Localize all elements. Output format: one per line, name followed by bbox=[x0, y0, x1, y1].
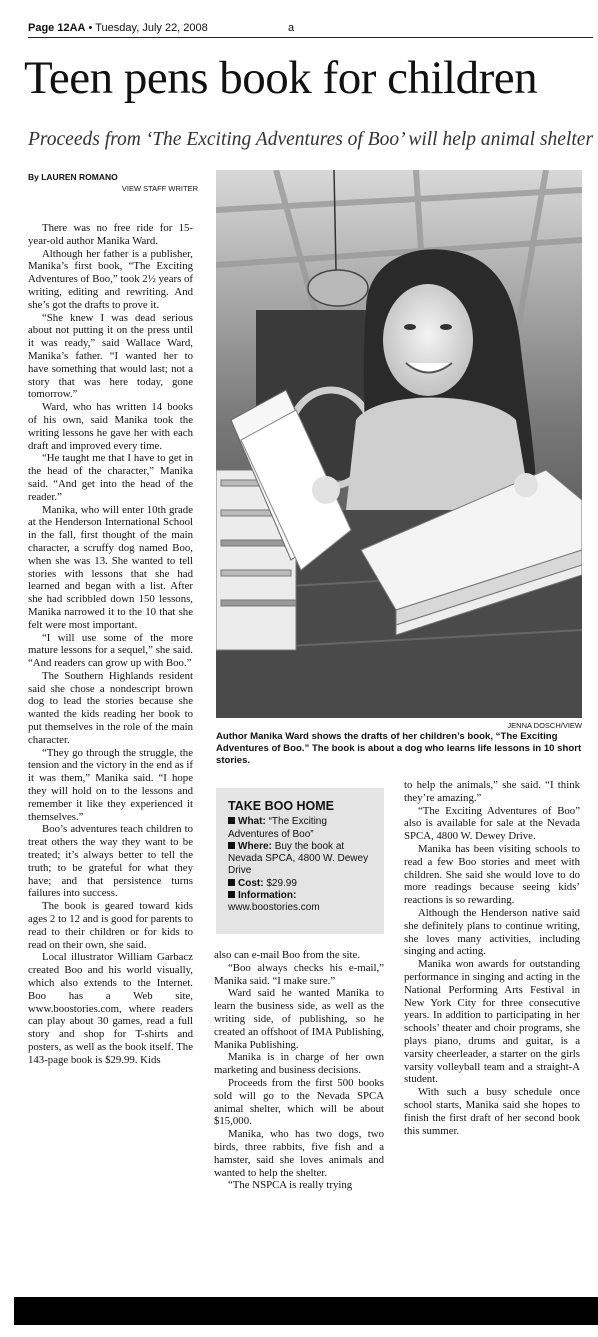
byline bbox=[28, 172, 198, 194]
article-column-3 bbox=[404, 779, 580, 1137]
paragraph: “The Exciting Adventures of Boo” also is available for sale at the Nevada SPCA, 4800 W. Dewey Drive. bbox=[404, 804, 580, 843]
bullet-square-icon bbox=[228, 879, 235, 886]
photo-credit: JENNA DOSCH/VIEW bbox=[507, 721, 582, 730]
paragraph: Manika, who will enter 10th grade at the Henderson International School in the fall, first thought of the main character, a scruffy dog named Boo, when she was 13. She wanted to tell stories with lessons that she had learned and began with a list. After she had scribbled down 150 lessons, Manika narrowed it to the 10 that she felt were most important. bbox=[28, 503, 193, 631]
infobox-item-cost: Cost: $29.99 bbox=[228, 878, 372, 890]
paragraph: Ward said he wanted Manika to learn the business side, as well as the writing side, of publishing, so he created an offshoot of IMA Publishing, Manika Publishing. bbox=[214, 987, 384, 1051]
paragraph: Manika, who has two dogs, two birds, three rabbits, five fish and a hamster, said she loves animals and wanted to help the shelter. bbox=[214, 1128, 384, 1179]
paragraph: “I will use some of the more mature lessons for a sequel,” she said. “And readers can grow up with Boo.” bbox=[28, 631, 193, 670]
paragraph: also can e-mail Boo from the site. bbox=[214, 949, 361, 961]
issue-date: Tuesday, July 22, 2008 bbox=[95, 22, 208, 34]
paragraph: Manika is in charge of her own marketing and business decisions. bbox=[214, 1051, 384, 1077]
article-photo bbox=[216, 170, 582, 718]
photo-illustration bbox=[216, 170, 582, 718]
photo-caption: Author Manika Ward shows the drafts of her children’s book, “The Exciting Adventures of Boo.” The book is about a dog who learns life lessons in 10 short stories. bbox=[216, 731, 582, 766]
page-number: Page 12AA bbox=[28, 22, 86, 34]
paragraph: Although her father is a publisher, Manika’s first book, “The Exciting Adventures of Boo,” took 2½ years of writing, editing and rewriting. And she’s got the drafts to prove it. bbox=[28, 247, 193, 311]
paragraph: Manika won awards for outstanding performance in singing and acting in the National Performing Arts Festival in New York City for three consecutive years. In addition to participating in her schools’ theater and choir programs, she plays piano, drums and guitar, is a varsity cheerleader, a starter on the girls varsity volleyball team and a straight-A student. bbox=[404, 958, 580, 1086]
infobox-item-what: What: “The Exciting Adventures of Boo” bbox=[228, 816, 327, 840]
paragraph: “He taught me that I have to get in the head of the character,” Manika said. “And get into the head of the reader.” bbox=[28, 452, 193, 503]
headline: Teen pens book for children bbox=[24, 52, 538, 104]
bottom-rule-bar bbox=[14, 1297, 598, 1325]
paragraph: There was no free ride for 15-year-old author Manika Ward. bbox=[28, 222, 193, 247]
byline-role: VIEW STAFF WRITER bbox=[121, 184, 198, 193]
article-column-2 bbox=[214, 949, 384, 1192]
infobox-item-where: Where: Buy the book at Nevada SPCA, 4800 W. Dewey Drive bbox=[228, 840, 369, 877]
edition-mark: a bbox=[288, 22, 295, 34]
paragraph: The Southern Highlands resident said she chose a nondescript brown dog to lead the stories because she wanted the kids reading her book to put themselves in the role of the main character. bbox=[28, 669, 193, 746]
infobox-item-information: Information: www.boostories.com bbox=[228, 890, 320, 914]
paragraph: to help the animals,” she said. “I think they’re amazing.” bbox=[404, 779, 580, 804]
paragraph: With such a busy schedule once school starts, Manika said she hopes to finish the first draft of her second book this summer. bbox=[404, 1086, 580, 1137]
paragraph: Although the Henderson native said she definitely plans to continue writing, she loves many activities, including singing and acting. bbox=[404, 906, 580, 958]
paragraph: The book is geared toward kids ages 2 to 12 and is good for parents to read to their children or for kids to read on their own, she said. bbox=[28, 900, 193, 951]
paragraph: Manika has been visiting schools to read a few Boo stories and meet with children. She said she would love to do more readings because seeing kids’ reactions is so rewarding. bbox=[404, 842, 580, 907]
paragraph: Boo’s adventures teach children to treat others the way they want to be treated; it’s always better to tell the truth; to be grateful for what they have; and that persistence turns failures into success. bbox=[28, 823, 193, 900]
bullet-square-icon bbox=[228, 891, 235, 898]
paragraph: Local illustrator William Garbacz created Boo and his world visually, which also extends to the Internet. Boo has a Web site, www.boostories.com, where readers can play about 30 games, read a full story and shop for T-shirts and posters, as well as the book itself. The 143-page book is $29.99. Kids bbox=[28, 951, 193, 1066]
paragraph: “She knew I was dead serious about not putting it on the press until it was ready,” said Wallace Ward, Manika’s father. “I wanted her to have something that would last; not a story that was here today, gone tomorrow.” bbox=[28, 311, 193, 401]
paragraph: “Boo always checks his e-mail,” Manika said. “I make sure.” bbox=[214, 961, 384, 987]
article-column-1 bbox=[28, 222, 193, 1067]
paragraph: “They go through the struggle, the tension and the victory in the end as if it was them,” Manika said. “I hope they will hold on to the lessons and remember it like they experienced it themselves.” bbox=[28, 746, 193, 823]
bullet-square-icon bbox=[228, 842, 235, 849]
byline-author: By LAUREN ROMANO bbox=[28, 172, 118, 182]
bullet-square-icon bbox=[228, 817, 235, 824]
take-boo-home-box bbox=[216, 788, 384, 934]
paragraph: Proceeds from the first 500 books sold will go to the Nevada SPCA animal shelter, which will be about $15,000. bbox=[214, 1076, 384, 1128]
infobox-title: TAKE BOO HOME bbox=[228, 799, 335, 813]
paragraph: “The NSPCA is really trying bbox=[228, 1179, 353, 1192]
page-folio: Page 12AA • Tuesday, July 22, 2008 a bbox=[28, 22, 593, 38]
paragraph: Ward, who has written 14 books of his own, said Manika took the writing lessons he gave her with each draft and improved every time. bbox=[28, 401, 193, 452]
subheadline: Proceeds from ‘The Exciting Adventures of Boo’ will help animal shelter bbox=[28, 129, 594, 150]
